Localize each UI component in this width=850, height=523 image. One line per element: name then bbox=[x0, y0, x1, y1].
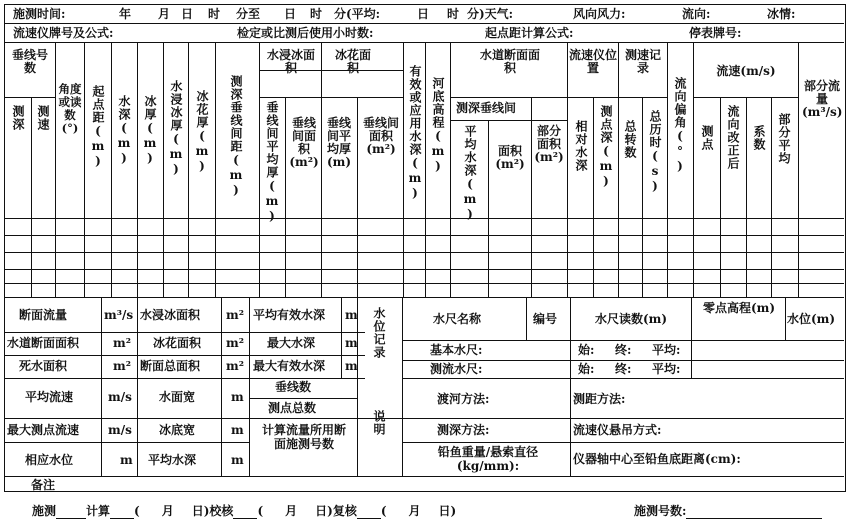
end-label: 终: bbox=[615, 343, 632, 357]
avg-label: 分(平均: bbox=[334, 7, 381, 21]
col-rel-depth: 相对水深 bbox=[574, 120, 588, 172]
ice-label: 冰情: bbox=[767, 7, 796, 21]
col-revolutions: 总转数 bbox=[623, 120, 637, 159]
start-label: 始: bbox=[578, 343, 595, 357]
col-start-dist: 起点距(m) bbox=[91, 85, 105, 169]
unit: m² bbox=[113, 359, 131, 373]
sheet-number bbox=[634, 502, 822, 519]
section-discharge: 断面流量 bbox=[19, 308, 68, 322]
year-label: 年 bbox=[119, 7, 132, 21]
col-slush: 冰花厚(m) bbox=[195, 90, 209, 174]
col-soaked-area-group: 水浸冰面积 bbox=[266, 48, 315, 75]
footer-signoff bbox=[32, 502, 456, 519]
gauge-reading: 水尺读数(m) bbox=[595, 312, 668, 326]
col-duration: 总历时(s) bbox=[648, 110, 662, 194]
unit: m/s bbox=[108, 423, 132, 437]
weather-label: 分)天气: bbox=[467, 7, 514, 21]
end-label: 终: bbox=[615, 362, 632, 376]
col-ice-thick: 冰厚(m) bbox=[143, 95, 157, 166]
day3-label: 日 bbox=[417, 7, 430, 21]
col-coef: 系数 bbox=[752, 125, 766, 151]
distance-method: 测距方法: bbox=[573, 392, 626, 406]
remarks-label: 备注 bbox=[31, 478, 56, 492]
paren: ( bbox=[257, 504, 264, 518]
month-label: 月 bbox=[161, 504, 174, 518]
col-water-depth: 水深(m) bbox=[117, 95, 131, 166]
col-partial-avg: 部分平均 bbox=[777, 113, 791, 165]
col-slush-area2: 垂线间面积(m²) bbox=[362, 116, 399, 156]
hour-label: 时 bbox=[208, 7, 221, 21]
water-surface-width: 水面宽 bbox=[159, 390, 196, 404]
flow-dir-label: 流向: bbox=[682, 7, 711, 21]
vertical-count: 垂线数 bbox=[275, 380, 312, 394]
col-vert-spacing: 测深垂线间距(m) bbox=[229, 75, 243, 198]
notes-label: 说明 bbox=[372, 410, 386, 436]
gauge-name: 水尺名称 bbox=[433, 312, 482, 326]
check-label: 检定或比测后使用小时数: bbox=[237, 26, 374, 40]
point-count: 测点总数 bbox=[268, 401, 317, 415]
day-label: 日 bbox=[181, 7, 194, 21]
unit: m/s bbox=[108, 390, 132, 404]
origin-label: 起点距计算公式: bbox=[485, 26, 574, 40]
max-effective-depth: 最大有效水深 bbox=[253, 359, 326, 373]
col-soaked-avg: 垂线间平均厚(m) bbox=[265, 101, 279, 224]
col-angle: 角度或读数(°) bbox=[58, 82, 82, 135]
gauge-code: 编号 bbox=[533, 312, 558, 326]
computed-label: 计算 bbox=[86, 504, 111, 518]
col-vertical-no: 垂线号数 bbox=[11, 48, 48, 75]
to-label: 分至 bbox=[236, 7, 261, 21]
col-avg-depth: 平均水深(m) bbox=[463, 125, 477, 222]
total-area: 断面总面积 bbox=[140, 359, 201, 373]
col-slush-avg: 垂线间平均厚(m) bbox=[326, 116, 352, 169]
hour3-label: 时 bbox=[447, 7, 460, 21]
wind-label: 风向风力: bbox=[573, 7, 626, 21]
unit: m bbox=[345, 359, 358, 373]
col-meter-pos: 流速仪位置 bbox=[569, 48, 618, 75]
unit: m² bbox=[113, 336, 131, 350]
month-label: 月 bbox=[158, 7, 171, 21]
stage-record-label: 水位记录 bbox=[372, 307, 386, 359]
col-point: 测点 bbox=[700, 125, 714, 151]
col-slush-area-group: 冰花面积 bbox=[335, 48, 372, 75]
col-soaked-area: 垂线间面积(m²) bbox=[289, 116, 319, 169]
discharge-measurement-form bbox=[4, 4, 846, 492]
dead-water-area: 死水面积 bbox=[19, 359, 68, 373]
axis-distance: 仪器轴中心至铅鱼底距离(cm): bbox=[573, 452, 741, 466]
col-flow-angle: 流向偏角(°) bbox=[673, 77, 687, 174]
col-channel-area: 水道断面面积 bbox=[479, 48, 540, 75]
unit: m² bbox=[226, 359, 244, 373]
col-corrected: 流向改正后 bbox=[726, 105, 740, 170]
gauge-label: 停表牌号: bbox=[689, 26, 742, 40]
mean-label: 平均: bbox=[652, 362, 681, 376]
unit: m bbox=[231, 390, 244, 404]
suspension-method: 流速仪悬吊方式: bbox=[573, 423, 662, 437]
ice-bottom-width: 冰底宽 bbox=[159, 423, 196, 437]
col-flow-speed: 流速(m/s) bbox=[716, 64, 776, 78]
measured-label: 施测 bbox=[32, 504, 57, 518]
col-velocity: 测速 bbox=[36, 105, 50, 131]
avg-effective-depth: 平均有效水深 bbox=[253, 308, 326, 322]
col-between-verticals: 测深垂线间 bbox=[456, 101, 517, 115]
col-bed-elev: 河底高程(m) bbox=[431, 77, 445, 174]
unit: m² bbox=[226, 336, 244, 350]
col-partial-q: 部分流量(m³/s) bbox=[802, 79, 843, 119]
day-label: 日) bbox=[191, 504, 210, 518]
paren: ( bbox=[380, 504, 387, 518]
crossing-method: 渡河方法: bbox=[437, 392, 490, 406]
col-area: 面积(m²) bbox=[495, 144, 525, 171]
col-record: 测速记录 bbox=[624, 48, 661, 75]
unit: m bbox=[120, 453, 133, 467]
sheet-no-label: 施测号数: bbox=[634, 504, 687, 518]
day-label: 日) bbox=[438, 504, 457, 518]
slush-area: 冰花面积 bbox=[153, 336, 202, 350]
unit: m bbox=[231, 453, 244, 467]
basic-gauge: 基本水尺: bbox=[430, 343, 483, 357]
calc-note: 计算流量所用断面施测号数 bbox=[261, 423, 346, 451]
paren: ( bbox=[134, 504, 140, 518]
hour2-label: 时 bbox=[310, 7, 323, 21]
stage: 水位(m) bbox=[787, 312, 836, 326]
unit: m² bbox=[226, 308, 244, 322]
col-effective-depth: 有效或应用水深(m) bbox=[408, 65, 422, 201]
col-soaked-ice: 水浸冰厚(m) bbox=[169, 80, 183, 177]
month-label: 月 bbox=[285, 504, 298, 518]
day-label: 日) bbox=[315, 504, 333, 518]
unit: m bbox=[345, 336, 358, 350]
day2-label: 日 bbox=[284, 7, 297, 21]
max-point-velocity: 最大测点流速 bbox=[7, 423, 80, 437]
mean-velocity: 平均流速 bbox=[25, 390, 74, 404]
corresponding-stage: 相应水位 bbox=[25, 453, 74, 467]
month-label: 月 bbox=[408, 504, 421, 518]
unit: m bbox=[231, 423, 244, 437]
meter-label: 流速仪牌号及公式: bbox=[13, 26, 114, 40]
weight-diameter: 铅鱼重量/悬索直径(kg/mm): bbox=[437, 445, 539, 473]
flow-gauge: 测流水尺: bbox=[430, 362, 483, 376]
sounding-method: 测深方法: bbox=[437, 423, 490, 437]
time-label: 施测时间: bbox=[13, 7, 66, 21]
max-depth: 最大水深 bbox=[267, 336, 316, 350]
mean-label: 平均: bbox=[652, 343, 681, 357]
checked-label: 校核 bbox=[209, 504, 234, 518]
unit: m bbox=[345, 308, 358, 322]
zero-elev: 零点高程(m) bbox=[702, 301, 776, 315]
channel-area: 水道断面面积 bbox=[7, 336, 80, 350]
start-label: 始: bbox=[578, 362, 595, 376]
soaked-ice-area: 水浸冰面积 bbox=[140, 308, 201, 322]
unit: m³/s bbox=[104, 308, 134, 322]
col-sounding: 测深 bbox=[11, 105, 25, 131]
mean-depth: 平均水深 bbox=[148, 453, 197, 467]
col-point-depth: 测点深(m) bbox=[599, 105, 613, 189]
col-partial-area: 部分面积(m²) bbox=[534, 124, 564, 164]
reviewed-label: 复核 bbox=[332, 504, 357, 518]
